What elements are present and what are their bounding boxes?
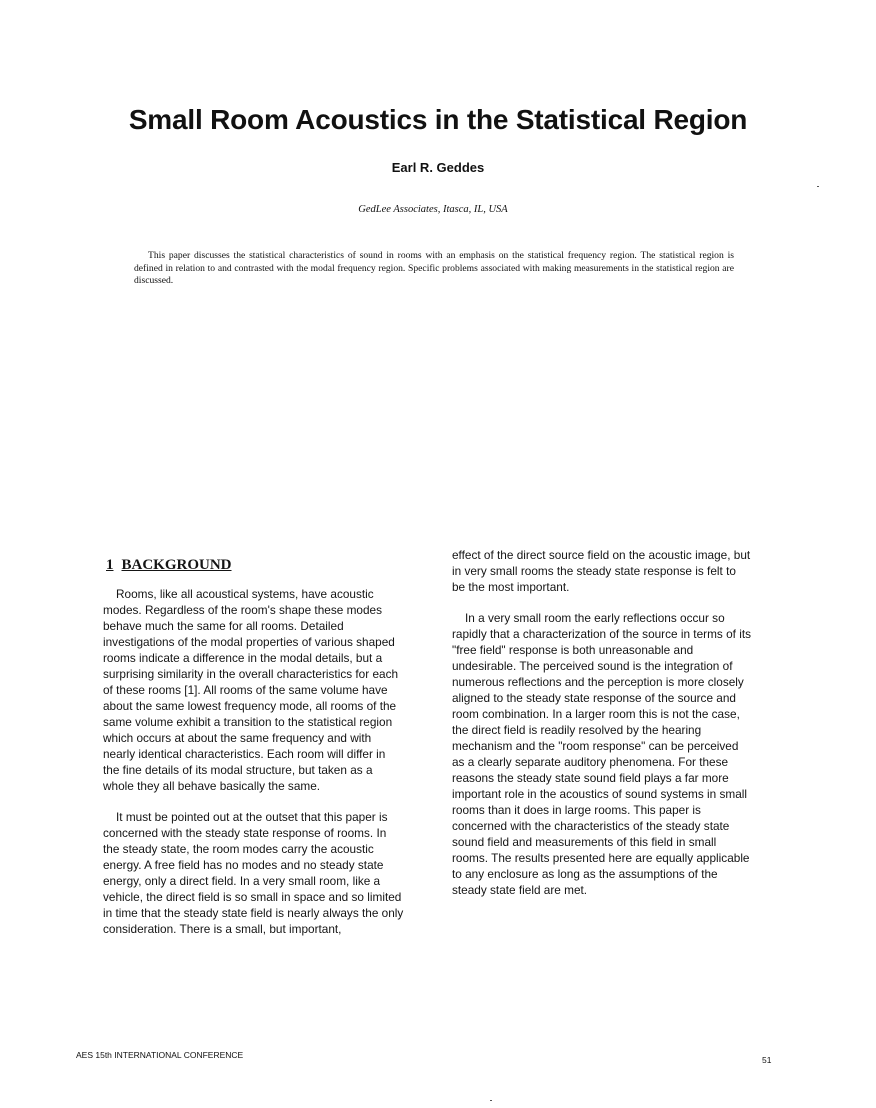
abstract: This paper discusses the statistical characteristics of sound in rooms with an emphasis on the statistical frequency region. The statistical region is defined in relation to and contrasted with the modal frequency region. Specific problems associated with making measurements in the statistical region are discussed. <box>134 250 734 286</box>
page-number: 51 <box>762 1055 772 1065</box>
section-heading <box>106 556 405 574</box>
right-column <box>452 547 752 913</box>
author-name: Earl R. Geddes <box>391 160 485 175</box>
scan-speck <box>490 1100 492 1101</box>
section-title: BACKGROUND <box>121 557 232 573</box>
scan-speck <box>817 186 819 187</box>
author-affiliation: GedLee Associates, Itasca, IL, USA <box>358 204 508 215</box>
right-paragraph-1: effect of the direct source field on the acoustic image, but in very small rooms the steady state response is felt to be the most important. <box>452 548 751 594</box>
left-column <box>103 556 405 952</box>
conference-footer: AES 15th INTERNATIONAL CONFERENCE <box>76 1050 244 1060</box>
left-paragraph-1: Rooms, like all acoustical systems, have acoustic modes. Regardless of the room's shape these modes behave much the same for all rooms. Detailed investigations of the modal properties of various shaped rooms indicate a difference in the modal details, but a surprising similarity in the overall characteristics for each of these rooms [1]. All rooms of the same volume have about the same lowest frequency mode, all rooms of the same volume exhibit a transition to the statistical region which occurs at about the same frequency and with nearly identical characteristics. Each room will differ in the fine details of its modal structure, but taken as a whole they all behave basically the same. <box>103 587 399 793</box>
section-number: 1 <box>106 557 114 573</box>
paper-title: Small Room Acoustics in the Statistical Region <box>128 104 748 135</box>
left-paragraph-2: It must be pointed out at the outset that this paper is concerned with the steady state response of rooms. In the steady state, the room modes carry the acoustic energy. A free field has no modes and no steady state energy, only a direct field. In a very small room, like a vehicle, the direct field is so small in space and so limited in time that the steady state field is nearly always the only consideration. There is a small, but important, <box>103 810 404 936</box>
right-paragraph-2: In a very small room the early reflections occur so rapidly that a characterization of the source in terms of its "free field" response is both unreasonable and undesirable. The perceived sound is the integration of numerous reflections and the perception is more closely aligned to the steady state response of the source and room combination. In a larger room this is not the case, the direct field is readily resolved by the hearing mechanism and the "room response" can be perceived as a clearly separate auditory phenomena. For these reasons the steady state sound field plays a far more important role in the acoustics of sound systems in small rooms than it does in large rooms. This paper is concerned with the characteristics of the steady state sound field and measurements of this field in small rooms. The results presented here are equally applicable to any enclosure as long as the assumptions of the steady state field are met. <box>452 611 751 897</box>
